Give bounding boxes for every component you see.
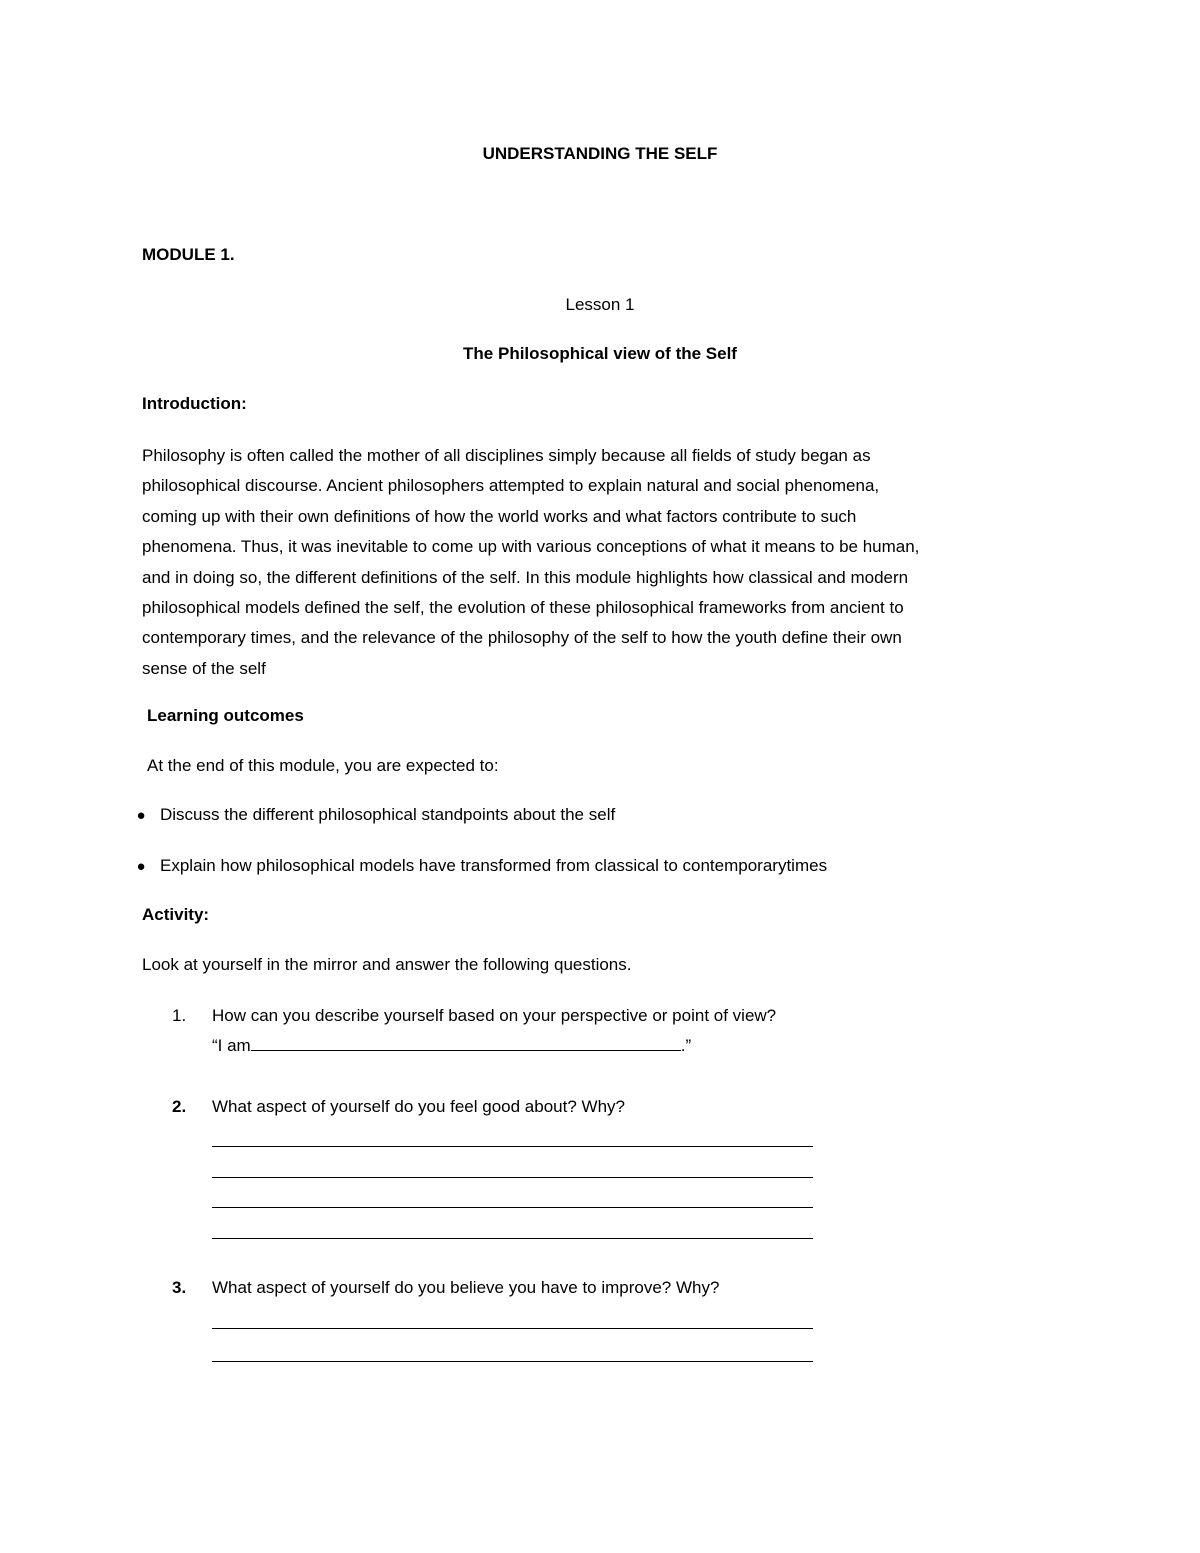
question-number: 2. bbox=[172, 1097, 187, 1116]
answer-line[interactable] bbox=[212, 1146, 813, 1147]
lesson-label: Lesson 1 bbox=[565, 295, 635, 314]
answer-line[interactable] bbox=[212, 1361, 813, 1362]
question-number: 3. bbox=[172, 1278, 187, 1297]
paragraph-line: philosophical discourse. Ancient philosophers attempted to explain natural and social phenomena, bbox=[142, 476, 880, 496]
fill-prefix: “I am bbox=[212, 1036, 251, 1055]
module-label: MODULE 1. bbox=[142, 245, 235, 264]
fill-suffix: .” bbox=[680, 1036, 692, 1055]
paragraph-line: phenomena. Thus, it was inevitable to come up with various conceptions of what it means to be human, bbox=[142, 537, 920, 557]
learning-outcomes-heading: Learning outcomes bbox=[147, 706, 304, 725]
answer-line[interactable] bbox=[212, 1207, 813, 1208]
paragraph-line: Philosophy is often called the mother of all disciplines simply because all fields of study began as bbox=[142, 446, 871, 465]
outcome-item: Discuss the different philosophical standpoints about the self bbox=[160, 805, 616, 824]
fill-blank-line[interactable] bbox=[251, 1049, 681, 1051]
introduction-paragraph bbox=[142, 441, 1072, 684]
paragraph-line: and in doing so, the different definitions of the self. In this module highlights how classical and modern bbox=[142, 567, 909, 587]
answer-line[interactable] bbox=[212, 1177, 813, 1178]
paragraph-line: philosophical models defined the self, the evolution of these philosophical frameworks from ancient to bbox=[142, 597, 904, 617]
question-text: How can you describe yourself based on your perspective or point of view? bbox=[212, 1006, 777, 1025]
paragraph-line: sense of the self bbox=[142, 658, 266, 678]
lesson-title: The Philosophical view of the Self bbox=[463, 344, 737, 363]
answer-line[interactable] bbox=[212, 1328, 813, 1329]
activity-intro: Look at yourself in the mirror and answer the following questions. bbox=[142, 955, 632, 974]
question-text: What aspect of yourself do you believe you have to improve? Why? bbox=[212, 1278, 720, 1297]
paragraph-line: coming up with their own definitions of how the world works and what factors contribute to such bbox=[142, 506, 857, 526]
outcomes-intro: At the end of this module, you are expected to: bbox=[147, 756, 499, 775]
answer-line[interactable] bbox=[212, 1238, 813, 1239]
bullet-icon: ● bbox=[136, 807, 146, 824]
introduction-heading: Introduction: bbox=[142, 394, 247, 413]
bullet-icon: ● bbox=[136, 858, 146, 875]
outcome-item: Explain how philosophical models have transformed from classical to contemporarytimes bbox=[160, 856, 828, 875]
activity-heading: Activity: bbox=[142, 905, 210, 924]
question-text: What aspect of yourself do you feel good about? Why? bbox=[212, 1097, 625, 1116]
question-number: 1. bbox=[172, 1006, 187, 1025]
fill-in-answer bbox=[212, 1036, 691, 1056]
paragraph-line: contemporary times, and the relevance of the philosophy of the self to how the youth define their own bbox=[142, 628, 902, 648]
document-title: UNDERSTANDING THE SELF bbox=[482, 144, 718, 163]
